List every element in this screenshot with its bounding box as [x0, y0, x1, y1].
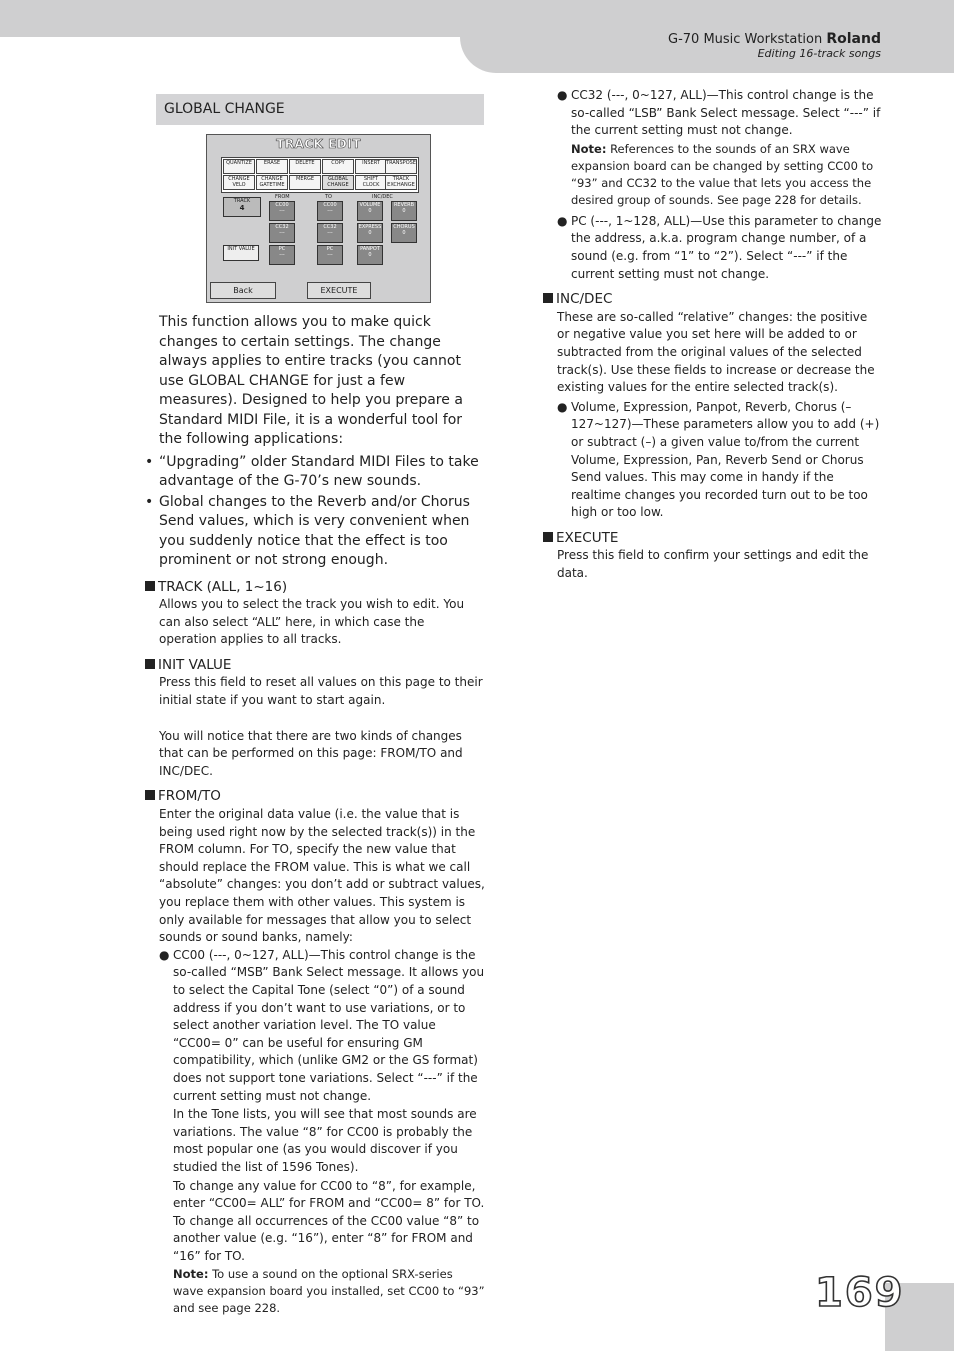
pc-item: ● PC (---, 1~128, ALL)—Use this parameter to change the address, a.k.a. program change number, of a sound (e.g. from “1” to “2”). Select “---” if the current setting must not change.: [557, 213, 882, 281]
screen-express: EXPRESS 0: [357, 223, 383, 243]
execute-heading: EXECUTE: [543, 530, 883, 548]
screen-btn-delete: DELETE: [289, 159, 321, 174]
change-text: To change any value for CC00 to “8”, for example, enter “CC00= ALL” for FROM and “CC00= 8” for TO. To change all occurrences of the CC00 value “8” to another value (e.g. “16”), enter “8” for FROM and “16” for TO.: [173, 1178, 485, 1263]
fromto-text: Enter the original data value (i.e. the value that is being used right now by the selected track(s)) in the FROM column. For TO, specify the new value that should replace the FROM value. This is what we call “absolute” changes: you don’t add or subtract values, you replace them with other values. This system is only available for messages that allow you to select sounds or sound banks, namely:: [159, 807, 485, 945]
intro-paragraph: This function allows you to make quick changes to certain settings. The change always applies to entire tracks (you cannot use GLOBAL CHANGE for just a few measures). Designed to help you prepare a Standard MIDI File, it is a wonderful tool for the following applications:: [159, 314, 463, 447]
screen-track-field: [223, 197, 261, 217]
left-column: [145, 313, 485, 1317]
screen-init-value-label: INIT VALUE: [227, 246, 255, 252]
screen-to-label: TO: [325, 194, 332, 200]
screen-init-value-field: [223, 245, 259, 261]
screen-btn-erase: ERASE: [256, 159, 288, 174]
screen-btn-quantize: QUANTIZE: [223, 159, 255, 174]
bullet-global-changes: • Global changes to the Reverb and/or Chorus Send values, which is very convenient when you suddenly notice that the effect is too prominent or not strong enough.: [145, 493, 470, 568]
screen-track-value: 4: [239, 204, 245, 212]
screen-btn-track-exchange: TRACK EXCHANGE: [385, 175, 417, 190]
screen-btn-shift-clock: SHIFT CLOCK: [355, 175, 387, 190]
cc32-item: ● CC32 (---, 0~127, ALL)—This control change is the so-called “LSB” Bank Select message. Select “---” if the current setting must not change.: [557, 88, 881, 138]
screen-btn-merge: MERGE: [289, 175, 321, 190]
incdec-text: These are so-called “relative” changes: the positive or negative value you set here will be added to or subtracted from the original values of the selected track(s). Use these fields to increase or decrease the existing values for the entire selected track(s).: [557, 309, 875, 395]
screen-from-cc32: CC32 ---: [269, 223, 295, 243]
screen-chorus: CHORUS 0: [391, 223, 417, 243]
screen-back-button: Back: [210, 282, 276, 299]
execute-text: Press this field to confirm your settings and edit the data.: [557, 548, 869, 581]
left-note: Note: To use a sound on the optional SRX-series wave expansion board you installed, set CC00 to “93” and see page 228.: [173, 1267, 485, 1316]
screen-reverb: REVERB 0: [391, 201, 417, 221]
track-heading: TRACK (ALL, 1~16): [145, 579, 485, 597]
screen-execute-button: EXECUTE: [307, 282, 371, 299]
kinds-text: You will notice that there are two kinds of changes that can be performed on this page: FROM/TO and INC/DEC.: [159, 728, 463, 778]
header-title: G-70 Music Workstation Roland: [668, 31, 881, 47]
screen-to-pc: PC ---: [317, 245, 343, 265]
screen-panpot: PANPOT 0: [357, 245, 383, 265]
screen-btn-transpose: TRANSPOSE: [385, 159, 417, 174]
bullet-upgrading: • “Upgrading” older Standard MIDI Files to take advantage of the G-70’s new sounds.: [145, 453, 479, 489]
page-number: 169: [815, 1270, 905, 1316]
screen-from-label: FROM: [275, 194, 290, 200]
screen-track-label: TRACK: [233, 198, 251, 204]
fromto-heading: FROM/TO: [145, 788, 485, 806]
screen-to-cc00: CC00 ---: [317, 201, 343, 221]
screen-from-pc: PC ---: [269, 245, 295, 265]
screen-from-cc00: CC00 ---: [269, 201, 295, 221]
track-edit-screen: [206, 134, 431, 303]
screen-btn-global-change: GLOBAL CHANGE: [322, 175, 354, 190]
screen-btn-change-velo: CHANGE VELO: [223, 175, 255, 190]
screen-volume: VOLUME 0: [357, 201, 383, 221]
screen-title: TRACK EDIT: [276, 137, 361, 151]
section-title: GLOBAL CHANGE: [156, 94, 484, 125]
header-subtitle: Editing 16-track songs: [757, 47, 881, 60]
screen-btn-change-gatetime: CHANGE GATETIME: [256, 175, 288, 190]
track-text: Allows you to select the track you wish to edit. You can also select “ALL” here, in which case the operation applies to all tracks.: [159, 597, 465, 647]
screen-to-cc32: CC32 ---: [317, 223, 343, 243]
cc00-item: ● CC00 (---, 0~127, ALL)—This control change is the so-called “MSB” Bank Select message. It allows you to select the Capital Tone (select “0”) of a sound address if you don’t want to use variations, or to select another variation level. The TO value “CC00= 0” can be useful for ensuring GM compatibility, which (unlike GM2 or the GS format) does not support tone variations. Select “---” if the current setting must not change.: [159, 947, 485, 1103]
tone-text: In the Tone lists, you will see that most sounds are variations. The value “8” for CC00 is probably the most popular one (as you would discover if you studied the list of 1596 Tones).: [173, 1107, 477, 1174]
init-value-heading: INIT VALUE: [145, 657, 485, 675]
right-column: [543, 87, 883, 583]
right-note: Note: References to the sounds of an SRX wave expansion board can be changed by setting CC00 to “93” and CC32 to the value that lets you access the desired group of sounds. See page 228 for details.: [571, 141, 874, 207]
screen-btn-insert: INSERT: [355, 159, 387, 174]
incdec-heading: INC/DEC: [543, 291, 883, 309]
init-value-text: Press this field to reset all values on this page to their initial state if you want to start again.: [159, 675, 483, 708]
screen-incdec-label: INC/DEC: [372, 194, 393, 200]
screen-btn-copy: COPY: [322, 159, 354, 174]
volume-item: ● Volume, Expression, Panpot, Reverb, Chorus (–127~127)—These parameters allow you to add (+) or subtract (–) a given value to/from the current Volume, Expression, Pan, Reverb Send or Chorus Send values. This may come in handy if the realtime changes you recorded turn out to be too high or too low.: [557, 399, 880, 520]
